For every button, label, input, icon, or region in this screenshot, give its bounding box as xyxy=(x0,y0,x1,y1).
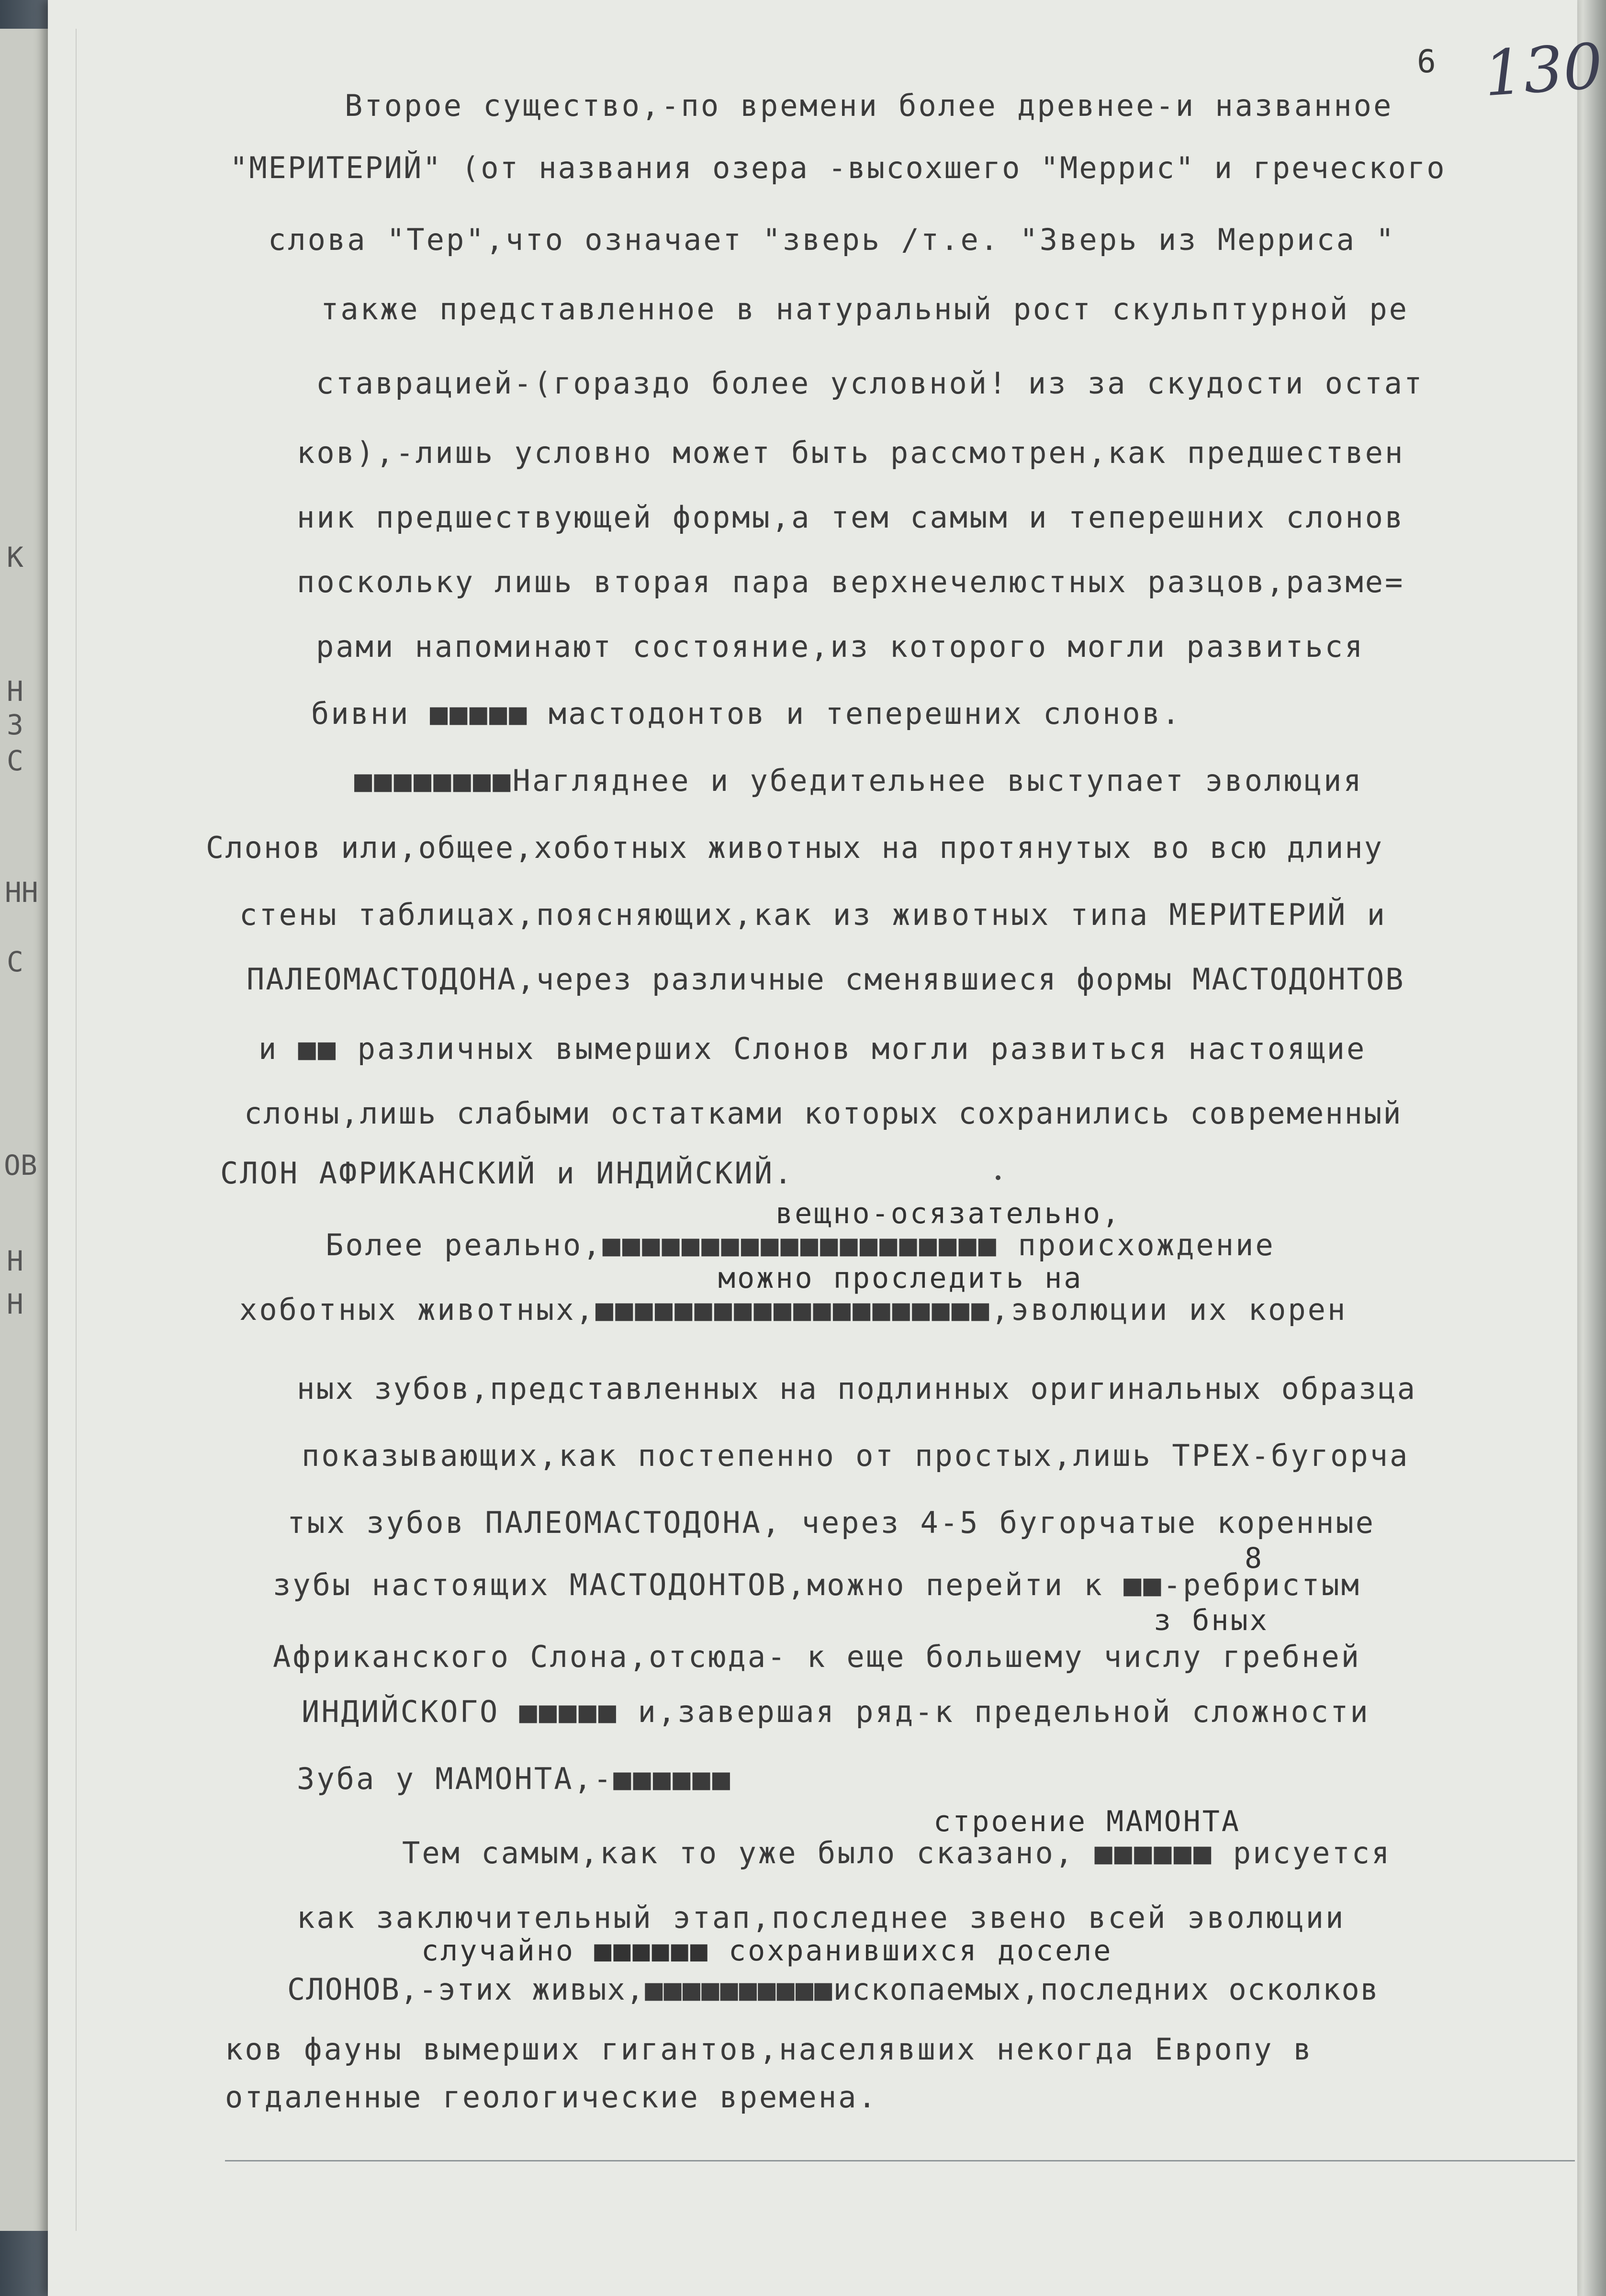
page-number: 6 xyxy=(1417,43,1436,80)
text-line: Второе существо,-по времени более древнее-и названное xyxy=(345,88,1393,123)
text-line: ИНДИЙСКОГО ■■■■■ и,завершая ряд-к предельной сложности xyxy=(302,1694,1370,1729)
text-line: тых зубов ПАЛЕОМАСТОДОНА, через 4-5 бугорчатые коренные xyxy=(287,1505,1375,1540)
text-line: ник предшествующей формы,а тем самым и теперешних слонов xyxy=(297,500,1405,535)
text-line: показывающих,как постепенно от простых,лишь ТРЕХ-бугорча xyxy=(302,1438,1410,1473)
text-line: зубы настоящих МАСТОДОНТОВ,можно перейти к ■■-ребристым xyxy=(273,1567,1361,1602)
text-line: слоны,лишь слабыми остатками которых сохранились современный xyxy=(244,1096,1403,1131)
handwritten-archive-number: 130 xyxy=(1482,29,1606,111)
text-line: бивни ■■■■■ мастодонтов и теперешних слонов. xyxy=(311,696,1182,731)
margin-fragment: Н xyxy=(7,1288,23,1320)
text-line: ков фауны вымерших гигантов,населявших некогда Европу в xyxy=(225,2032,1313,2067)
text-line: Зуба у МАМОНТА,-■■■■■■ xyxy=(297,1761,732,1796)
text-line: Слонов или,общее,хоботных животных на протянутых во всю длину xyxy=(206,830,1383,865)
text-line: СЛОНОВ,-этих живых,■■■■■■■■■■ископаемых,последних осколков xyxy=(287,1972,1379,2007)
interlinear-insert: случайно ■■■■■■ сохранившихся доселе xyxy=(421,1934,1113,1968)
text-line: стены таблицах,поясняющих,как из животных типа МЕРИТЕРИЙ и xyxy=(239,897,1387,932)
margin-fragment: ОВ xyxy=(4,1149,37,1182)
page-margin-line xyxy=(76,29,77,2231)
text-line: Более реально,■■■■■■■■■■■■■■■■■■■■ происхождение xyxy=(326,1227,1275,1262)
text-line: ■■■■■■■■Нагляднее и убедительнее выступает эволюция xyxy=(354,763,1363,798)
margin-fragment: НН xyxy=(5,876,38,909)
margin-fragment: Н xyxy=(7,675,23,708)
text-line: также представленное в натуральный рост скульптурной ре xyxy=(321,292,1409,326)
margin-fragment: З xyxy=(7,709,23,741)
text-line: как заключительный этап,последнее звено всей эволюции xyxy=(297,1900,1346,1935)
margin-fragment: С xyxy=(7,945,23,978)
text-line: и ■■ различных вымерших Слонов могли развиться настоящие xyxy=(258,1031,1367,1066)
text-line: Тем самым,как то уже было сказано, ■■■■■■ рисуется xyxy=(402,1835,1392,1870)
margin-fragment: К xyxy=(7,541,23,574)
text-line: Африканского Слона,отсюда- к еще большему числу гребней xyxy=(273,1639,1361,1674)
text-line: "МЕРИТЕРИЙ" (от названия озера -высохшего "Меррис" и греческого xyxy=(230,150,1446,185)
text-line: отдаленные геологические времена. xyxy=(225,2080,878,2115)
text-line: ков),-лишь условно может быть рассмотрен,как предшествен xyxy=(297,435,1405,470)
ink-dot xyxy=(996,1175,1000,1180)
text-line: слова "Тер",что означает "зверь /т.е. "Зверь из Мерриса " xyxy=(268,222,1396,257)
typed-document-page xyxy=(48,0,1606,2296)
interlinear-insert: можно проследить на xyxy=(718,1261,1083,1295)
text-line: поскольку лишь вторая пара верхнечелюстных разцов,разме= xyxy=(297,564,1405,599)
margin-fragment: С xyxy=(7,744,23,777)
bottom-rule-line xyxy=(225,2160,1575,2161)
text-line: ных зубов,представленных на подлинных оригинальных образца xyxy=(297,1371,1416,1406)
text-line: ПАЛЕОМАСТОДОНА,через различные сменявшиеся формы МАСТОДОНТОВ xyxy=(247,962,1405,997)
margin-fragment: Н xyxy=(7,1245,23,1277)
text-line: ставрацией-(гораздо более условной! из за скудости остат xyxy=(316,366,1424,401)
text-line: хоботных животных,■■■■■■■■■■■■■■■■■■■■,эволюции их корен xyxy=(239,1292,1348,1327)
interlinear-insert: з бных xyxy=(1154,1604,1269,1637)
interlinear-insert: вещно-осязательно, xyxy=(775,1197,1122,1230)
interlinear-insert: строение МАМОНТА xyxy=(933,1805,1241,1838)
text-line: рами напоминают состояние,из которого могли развиться xyxy=(316,629,1365,664)
interlinear-insert: 8 xyxy=(1245,1542,1264,1575)
text-line: СЛОН АФРИКАНСКИЙ и ИНДИЙСКИЙ. xyxy=(220,1156,794,1191)
